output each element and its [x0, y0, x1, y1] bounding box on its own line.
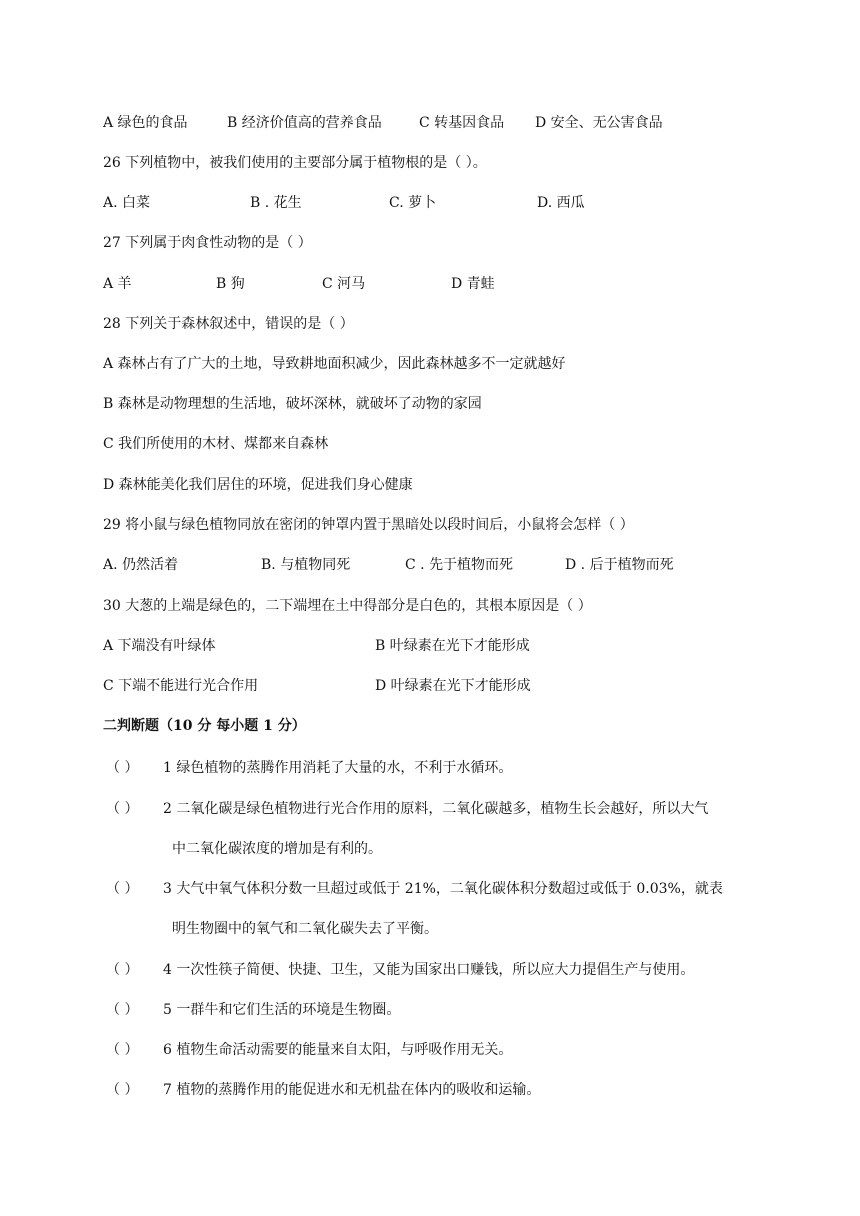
answer-blank: （ ）: [106, 881, 139, 897]
q29-option-b: B. 与植物同死: [261, 557, 351, 573]
q25-option-a: A 绿色的食品: [103, 115, 188, 131]
answer-blank: （ ）: [106, 760, 139, 776]
q27-option-b: B 狗: [216, 276, 245, 292]
answer-blank: （ ）: [106, 1082, 139, 1098]
item-text: 4 一次性筷子简便、快捷、卫生，又能为国家出口赚钱，所以应大力提倡生产与使用。: [163, 962, 695, 978]
q26-option-b: B . 花生: [250, 195, 302, 211]
q30-option-b: B 叶绿素在光下才能形成: [375, 638, 530, 654]
q26-option-d: D. 西瓜: [537, 195, 585, 211]
item-text: 7 植物的蒸腾作用的能促进水和无机盐在体内的吸收和运输。: [163, 1082, 541, 1098]
q29-stem: 29 将小鼠与绿色植物同放在密闭的钟罩内置于黑暗处以段时间后，小鼠将会怎样（ ）: [103, 517, 634, 533]
q27-option-d: D 青蛙: [451, 276, 495, 292]
q29-option-d: D . 后于植物而死: [565, 557, 674, 573]
q28-option-c: C 我们所使用的木材、煤都来自森林: [103, 436, 329, 452]
q29-option-a: A. 仍然活着: [103, 557, 179, 573]
q27-option-c: C 河马: [322, 276, 366, 292]
q25-option-d: D 安全、无公害食品: [535, 115, 663, 131]
item-text: 1 绿色植物的蒸腾作用消耗了大量的水，不利于水循环。: [163, 760, 513, 776]
item-text: 2 二氧化碳是绿色植物进行光合作用的原料，二氧化碳越多，植物生长会越好，所以大气: [163, 801, 709, 817]
item-text-continued: 明生物圈中的氧气和二氧化碳失去了平衡。: [172, 921, 438, 937]
q27-stem: 27 下列属于肉食性动物的是（ ）: [103, 235, 312, 251]
item-text: 5 一群牛和它们生活的环境是生物圈。: [163, 1002, 401, 1018]
q26-stem: 26 下列植物中，被我们使用的主要部分属于植物根的是（ ）。: [103, 155, 487, 171]
item-text-continued: 中二氧化碳浓度的增加是有利的。: [172, 841, 382, 857]
q26-option-c: C. 萝卜: [389, 195, 437, 211]
q27-option-a: A 羊: [103, 276, 132, 292]
q28-stem: 28 下列关于森林叙述中，错误的是（ ）: [103, 316, 354, 332]
item-text: 3 大气中氧气体积分数一旦超过或低于 21%，二氧化碳体积分数超过或低于 0.03%，就表: [163, 881, 723, 897]
q26-option-a: A. 白菜: [103, 195, 151, 211]
q25-option-b: B 经济价值高的营养食品: [227, 115, 382, 131]
q28-option-a: A 森林占有了广大的土地，导致耕地面积减少，因此森林越多不一定就越好: [103, 356, 566, 372]
q30-option-c: C 下端不能进行光合作用: [103, 678, 259, 694]
answer-blank: （ ）: [106, 801, 139, 817]
item-text: 6 植物生命活动需要的能量来自太阳，与呼吸作用无关。: [163, 1042, 513, 1058]
q30-option-a: A 下端没有叶绿体: [103, 638, 216, 654]
q28-option-d: D 森林能美化我们居住的环境，促进我们身心健康: [103, 477, 413, 493]
q30-option-d: D 叶绿素在光下才能形成: [375, 678, 531, 694]
q28-option-b: B 森林是动物理想的生活地，破坏深林，就破坏了动物的家园: [103, 396, 482, 412]
q29-option-c: C . 先于植物而死: [405, 557, 514, 573]
answer-blank: （ ）: [106, 1042, 139, 1058]
q25-option-c: C 转基因食品: [419, 115, 505, 131]
section-heading: 二判断题（10 分 每小题 1 分）: [103, 718, 306, 734]
q30-stem: 30 大葱的上端是绿色的，二下端埋在土中得部分是白色的，其根本原因是（ ）: [103, 598, 592, 614]
answer-blank: （ ）: [106, 1002, 139, 1018]
answer-blank: （ ）: [106, 962, 139, 978]
